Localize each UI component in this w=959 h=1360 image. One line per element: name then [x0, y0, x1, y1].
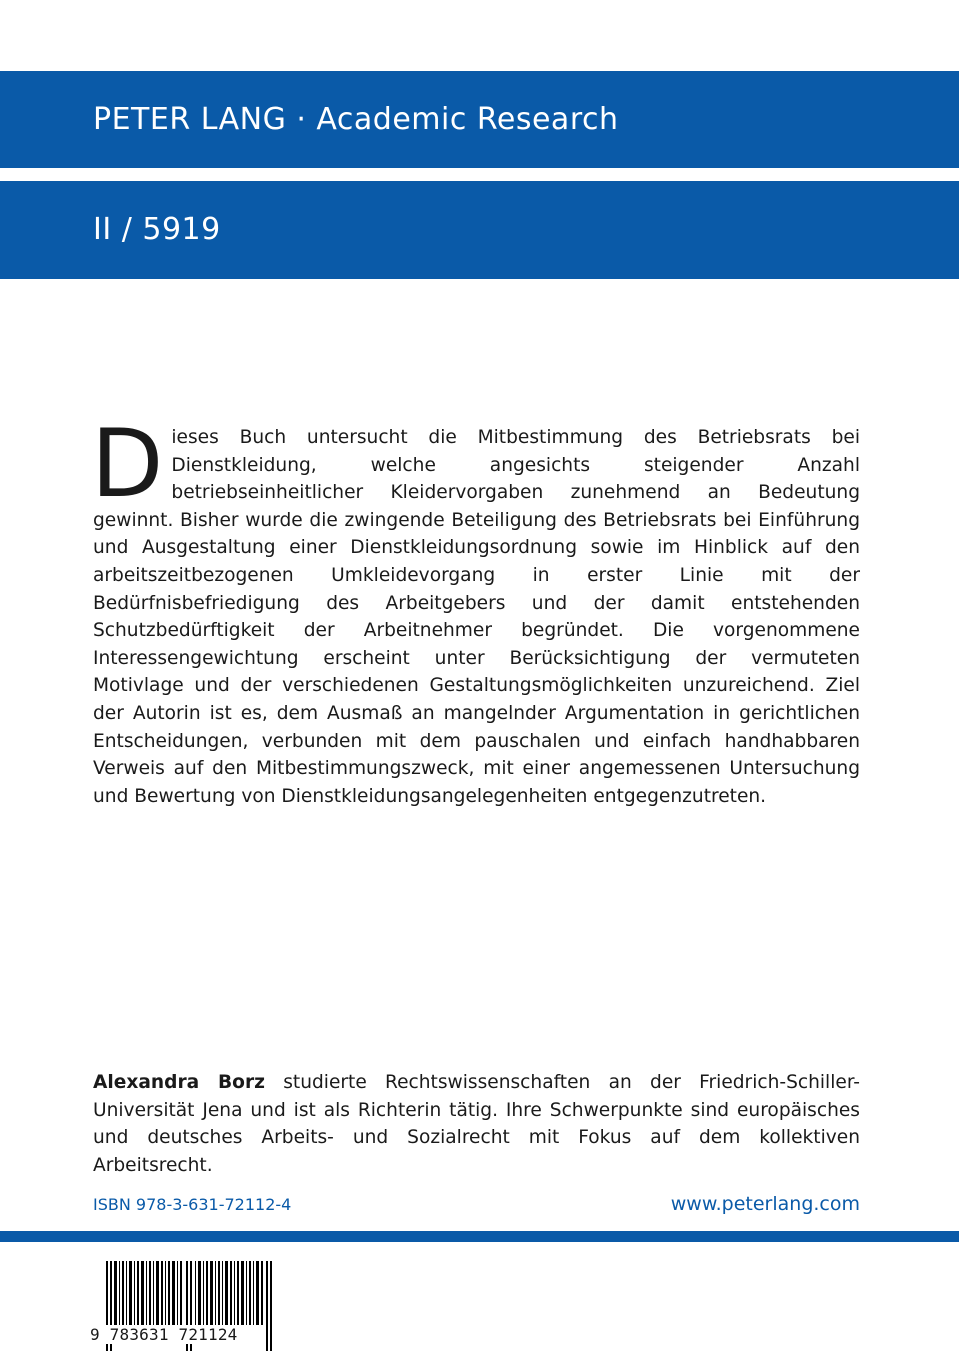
author-bio [93, 1069, 860, 1179]
footer-rule [0, 1231, 959, 1242]
description-text: ieses Buch untersucht die Mitbestimmung des Betriebsrats bei Dienstkleidung, welche angesichts steigender Anzahl betriebseinheitlicher Kleidervorgaben zunehmend an Bedeutung gewinnt. Bisher wurde die zwingende Beteiligung des Betriebsrats bei Einführung und Ausgestaltung einer Dienstkleidungsordnung sowie im Hinblick auf den arbeitszeitbezogenen Umkleidevorgang in erster Linie mit der Bedürfnisbefriedigung des Arbeitgebers und der damit entstehenden Schutzbedürftigkeit der Arbeitnehmer begründet. Die vorgenommene Interessengewichtung erscheint unter Berücksichtigung der vermuteten Motivlage und der verschiedenen Gestaltungsmöglichkeiten unzureichend. Ziel der Autorin ist es, dem Ausmaß an mangelnder Argumentation in gerichtlichen Entscheidungen, verbunden mit dem pauschalen und einfach handhabbaren Verweis auf den Mitbestimmungszweck, mit einer angemessenen Untersuchung und Bewertung von Dienstkleidungsangelegenheiten entgegenzutreten. [93, 427, 860, 807]
author-name: Alexandra Borz [93, 1072, 265, 1093]
barcode-digits: 9 783631 721124 [90, 1325, 238, 1344]
volume-banner [0, 181, 959, 279]
series-banner [0, 71, 959, 168]
author-bio-text: studierte Rechtswissenschaften an der Friedrich-Schiller-Universität Jena und ist als Richterin tätig. Ihre Schwerpunkte sind europäisches und deutsches Arbeits- und Sozialrecht mit Fokus auf dem kollektiven Arbeitsrecht. [93, 1072, 860, 1176]
series-title: PETER LANG · Academic Research [93, 102, 619, 137]
publisher-url[interactable]: www.peterlang.com [670, 1193, 860, 1215]
drop-cap: D [91, 410, 164, 519]
volume-number: II / 5919 [93, 212, 221, 247]
isbn: ISBN 978-3-631-72112-4 [93, 1195, 292, 1214]
book-description [91, 410, 860, 810]
